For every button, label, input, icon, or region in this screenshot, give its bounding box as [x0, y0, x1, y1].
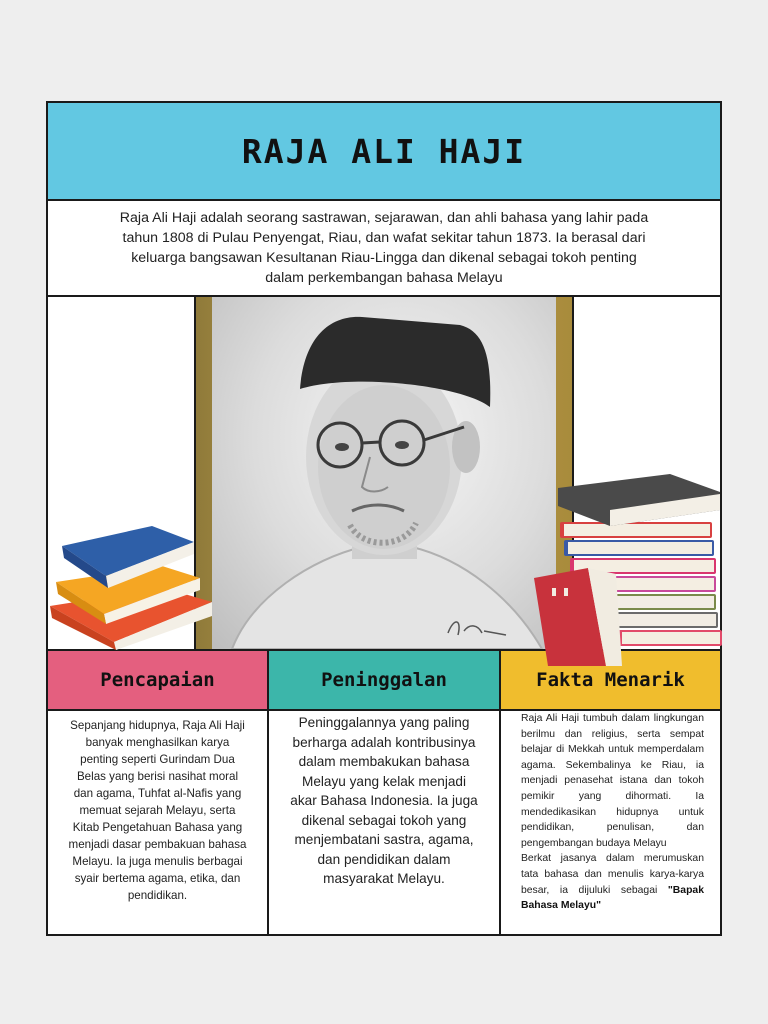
- fakta-emphasis: "Bapak Bahasa Melayu": [521, 884, 704, 912]
- fakta-menarik-text: [501, 711, 720, 934]
- book-stack-right-icon: [530, 470, 726, 666]
- intro-section: [48, 201, 720, 297]
- book-stack-left-icon: [44, 520, 216, 652]
- intro-text: Raja Ali Haji adalah seorang sastrawan, sejarawan, dan ahli bahasa yang lahir pada tahun 1808 di Pulau Penyengat, Riau, dan wafat sekitar tahun 1873. Ia berasal dari keluarga bangsawan Kesultanan Riau-Lingga dan dikenal sebagai tokoh penting dalam perkembangan bahasa Melayu: [119, 210, 649, 286]
- peninggalan-text: Peninggalannya yang paling berharga adalah kontribusinya dalam membakukan bahasa Melayu yang kelak menjadi akar Bahasa Indonesia. Ia juga dikenal sebagai tokoh yang menjembatani sastra, agama, dan pendidikan dalam masyarakat Melayu.: [269, 711, 501, 934]
- heading-fakta-menarik: Fakta Menarik: [501, 651, 720, 709]
- portrait-drawing: [212, 297, 556, 649]
- heading-peninggalan: Peninggalan: [269, 651, 501, 709]
- heading-pencapaian: Pencapaian: [48, 651, 269, 709]
- pencapaian-text: Sepanjang hidupnya, Raja Ali Haji banyak menghasilkan karya penting seperti Gurindam Dua Belas yang berisi nasihat moral dan agama, Tuhfat al-Nafis yang memuat sejarah Melayu, serta Kitab Pengetahuan Bahasa yang menjadi dasar pembakuan bahasa Melayu. Ia juga menulis berbagai syair bertema agama, etika, dan pendidikan.: [48, 711, 269, 934]
- portrait-frame: [196, 297, 572, 649]
- fakta-paragraph-2: Berkat jasanya dalam merumuskan tata bahasa dan menulis karya-karya besar, ia dijuluki sebagai: [521, 853, 704, 896]
- section-bodies: [48, 711, 720, 934]
- fakta-paragraph-1: Raja Ali Haji tumbuh dalam lingkungan berilmu dan religius, serta sempat belajar di Mekkah untuk memperdalam agama. Sekembalinya ke Riau, ia menjadi penasehat istana dan tokoh pemikir yang dihormati. Ia mendedikasikan hidupnya untuk pendidikan, penulisan, dan pengembangan budaya Melayu: [521, 713, 704, 849]
- page-title: RAJA ALI HAJI: [241, 131, 527, 171]
- portrait-image: [212, 297, 556, 649]
- title-band: [48, 103, 720, 201]
